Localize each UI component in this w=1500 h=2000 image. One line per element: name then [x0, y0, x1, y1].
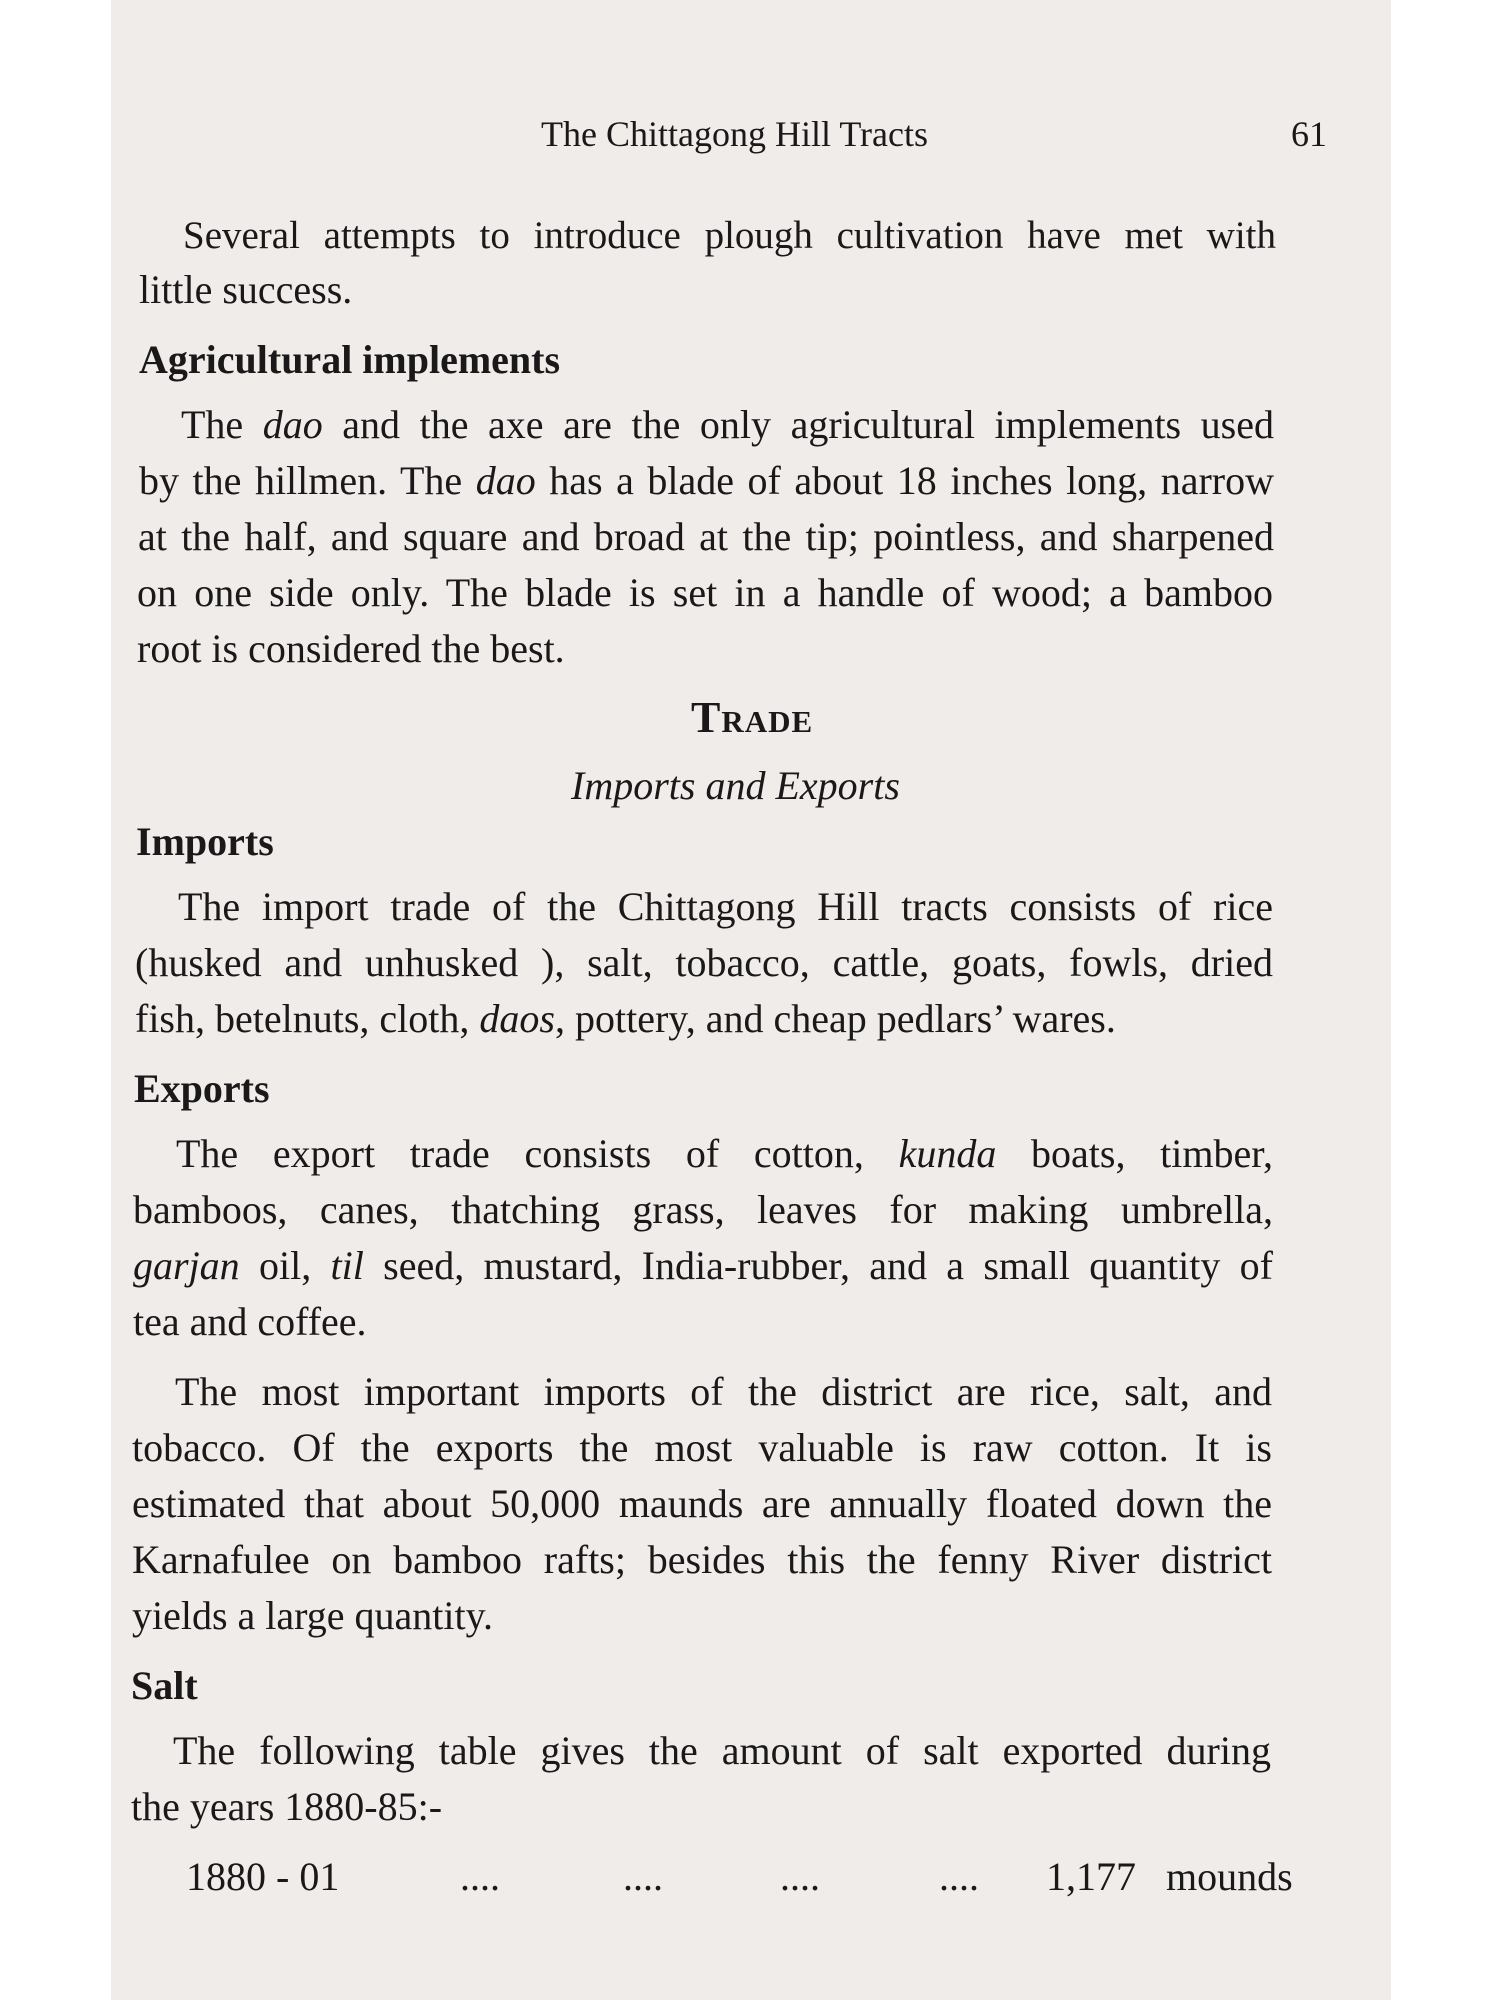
paragraph-text: seed, mustard, India-rubber, and a small quantity of [363, 1243, 1273, 1288]
show-through-text [871, 300, 881, 344]
paragraph-text: (husked and unhusked ), salt, tobacco, cattle, goats, fowls, dried [135, 940, 1273, 985]
paragraph-line [183, 216, 1276, 255]
table-row [111, 1854, 1391, 1901]
paragraph-line [176, 1131, 1273, 1176]
book-page [111, 0, 1391, 2000]
italic-term: daos [479, 996, 555, 1041]
paragraph-line [139, 458, 1275, 503]
paragraph-text: Several attempts to introduce plough cultivation have met with [183, 214, 1276, 257]
paragraph-text: The [181, 402, 263, 447]
page-number: 61 [1291, 114, 1327, 154]
paragraph-text: boats, timber, [996, 1131, 1273, 1176]
paragraph-text: bamboos, canes, thatching grass, leaves for making umbrella, [133, 1187, 1273, 1232]
paragraph-text: yields a large quantity. [132, 1593, 494, 1638]
paragraph-text: The following table gives the amount of salt exported during [173, 1728, 1271, 1773]
paragraph-line [135, 940, 1273, 985]
section-heading-imports: Imports [136, 819, 274, 864]
paragraph-line [132, 1593, 494, 1638]
running-header-title: The Chittagong Hill Tracts [541, 114, 928, 154]
italic-term: garjan [133, 1243, 240, 1288]
paragraph-text: The export trade consists of cotton, [176, 1131, 899, 1176]
paragraph-line [132, 1425, 1272, 1470]
paragraph-text: oil, [239, 1243, 331, 1288]
paragraph-text: , pottery, and cheap pedlars’ wares. [554, 996, 1116, 1041]
paragraph-text: root is considered the best. [137, 626, 565, 671]
section-heading-salt: Salt [131, 1663, 198, 1708]
paragraph-line [137, 570, 1273, 615]
table-cell-leader: .... [460, 1854, 500, 1899]
italic-term: til [330, 1243, 364, 1288]
table-cell-leader: .... [780, 1854, 820, 1899]
paragraph-text: fish, betelnuts, cloth, [135, 996, 480, 1041]
subsection-title-imports-exports: Imports and Exports [571, 763, 900, 808]
paragraph-line [132, 1481, 1272, 1526]
table-cell-leader: .... [939, 1854, 979, 1899]
paragraph-text: tea and coffee. [133, 1299, 367, 1344]
paragraph-line [132, 1537, 1272, 1582]
paragraph-line [133, 1243, 1273, 1288]
paragraph-text: tobacco. Of the exports the most valuable is raw cotton. It is [132, 1425, 1272, 1470]
paragraph-text: The import trade of the Chittagong Hill tracts consists of rice [178, 884, 1273, 929]
paragraph-text: at the half, and square and broad at the tip; pointless, and sharpened [138, 514, 1274, 559]
paragraph-line [175, 1369, 1272, 1414]
italic-term: dao [262, 402, 323, 447]
section-heading-exports: Exports [134, 1066, 270, 1111]
paragraph-line [181, 402, 1274, 447]
paragraph-text: on one side only. The blade is set in a handle of wood; a bamboo [137, 570, 1273, 615]
table-cell-year: 1880 - 01 [186, 1854, 340, 1899]
paragraph-line [138, 514, 1274, 559]
table-cell-unit: mounds [1166, 1854, 1293, 1899]
paragraph-text: estimated that about 50,000 maunds are annually floated down the [132, 1481, 1272, 1526]
table-cell-leader: .... [623, 1854, 663, 1899]
section-title-trade: Trade [691, 693, 814, 742]
paragraph-line [133, 1187, 1273, 1232]
paragraph-line [137, 626, 565, 671]
paragraph-line [133, 1299, 367, 1344]
paragraph-text: little success. [139, 267, 353, 312]
paragraph-line [139, 267, 353, 312]
section-heading-agricultural-implements: Agricultural implements [139, 337, 561, 382]
italic-term: kunda [898, 1131, 997, 1176]
paragraph-line [178, 884, 1273, 929]
table-cell-amount: 1,177 [1046, 1854, 1136, 1899]
paragraph-text: by the hillmen. The [139, 458, 476, 503]
paragraph-line [173, 1728, 1271, 1773]
paragraph-line [135, 996, 1116, 1041]
paragraph-text: and the axe are the only agricultural implements used [322, 402, 1274, 447]
paragraph-text: Karnafulee on bamboo rafts; besides this the fenny River district [132, 1537, 1272, 1582]
paragraph-line [131, 1784, 443, 1829]
paragraph-text: the years 1880-85:- [131, 1784, 443, 1829]
paragraph-text: has a blade of about 18 inches long, narrow [535, 458, 1275, 503]
italic-term: dao [475, 458, 536, 503]
paragraph-text: The most important imports of the district are rice, salt, and [175, 1369, 1272, 1414]
